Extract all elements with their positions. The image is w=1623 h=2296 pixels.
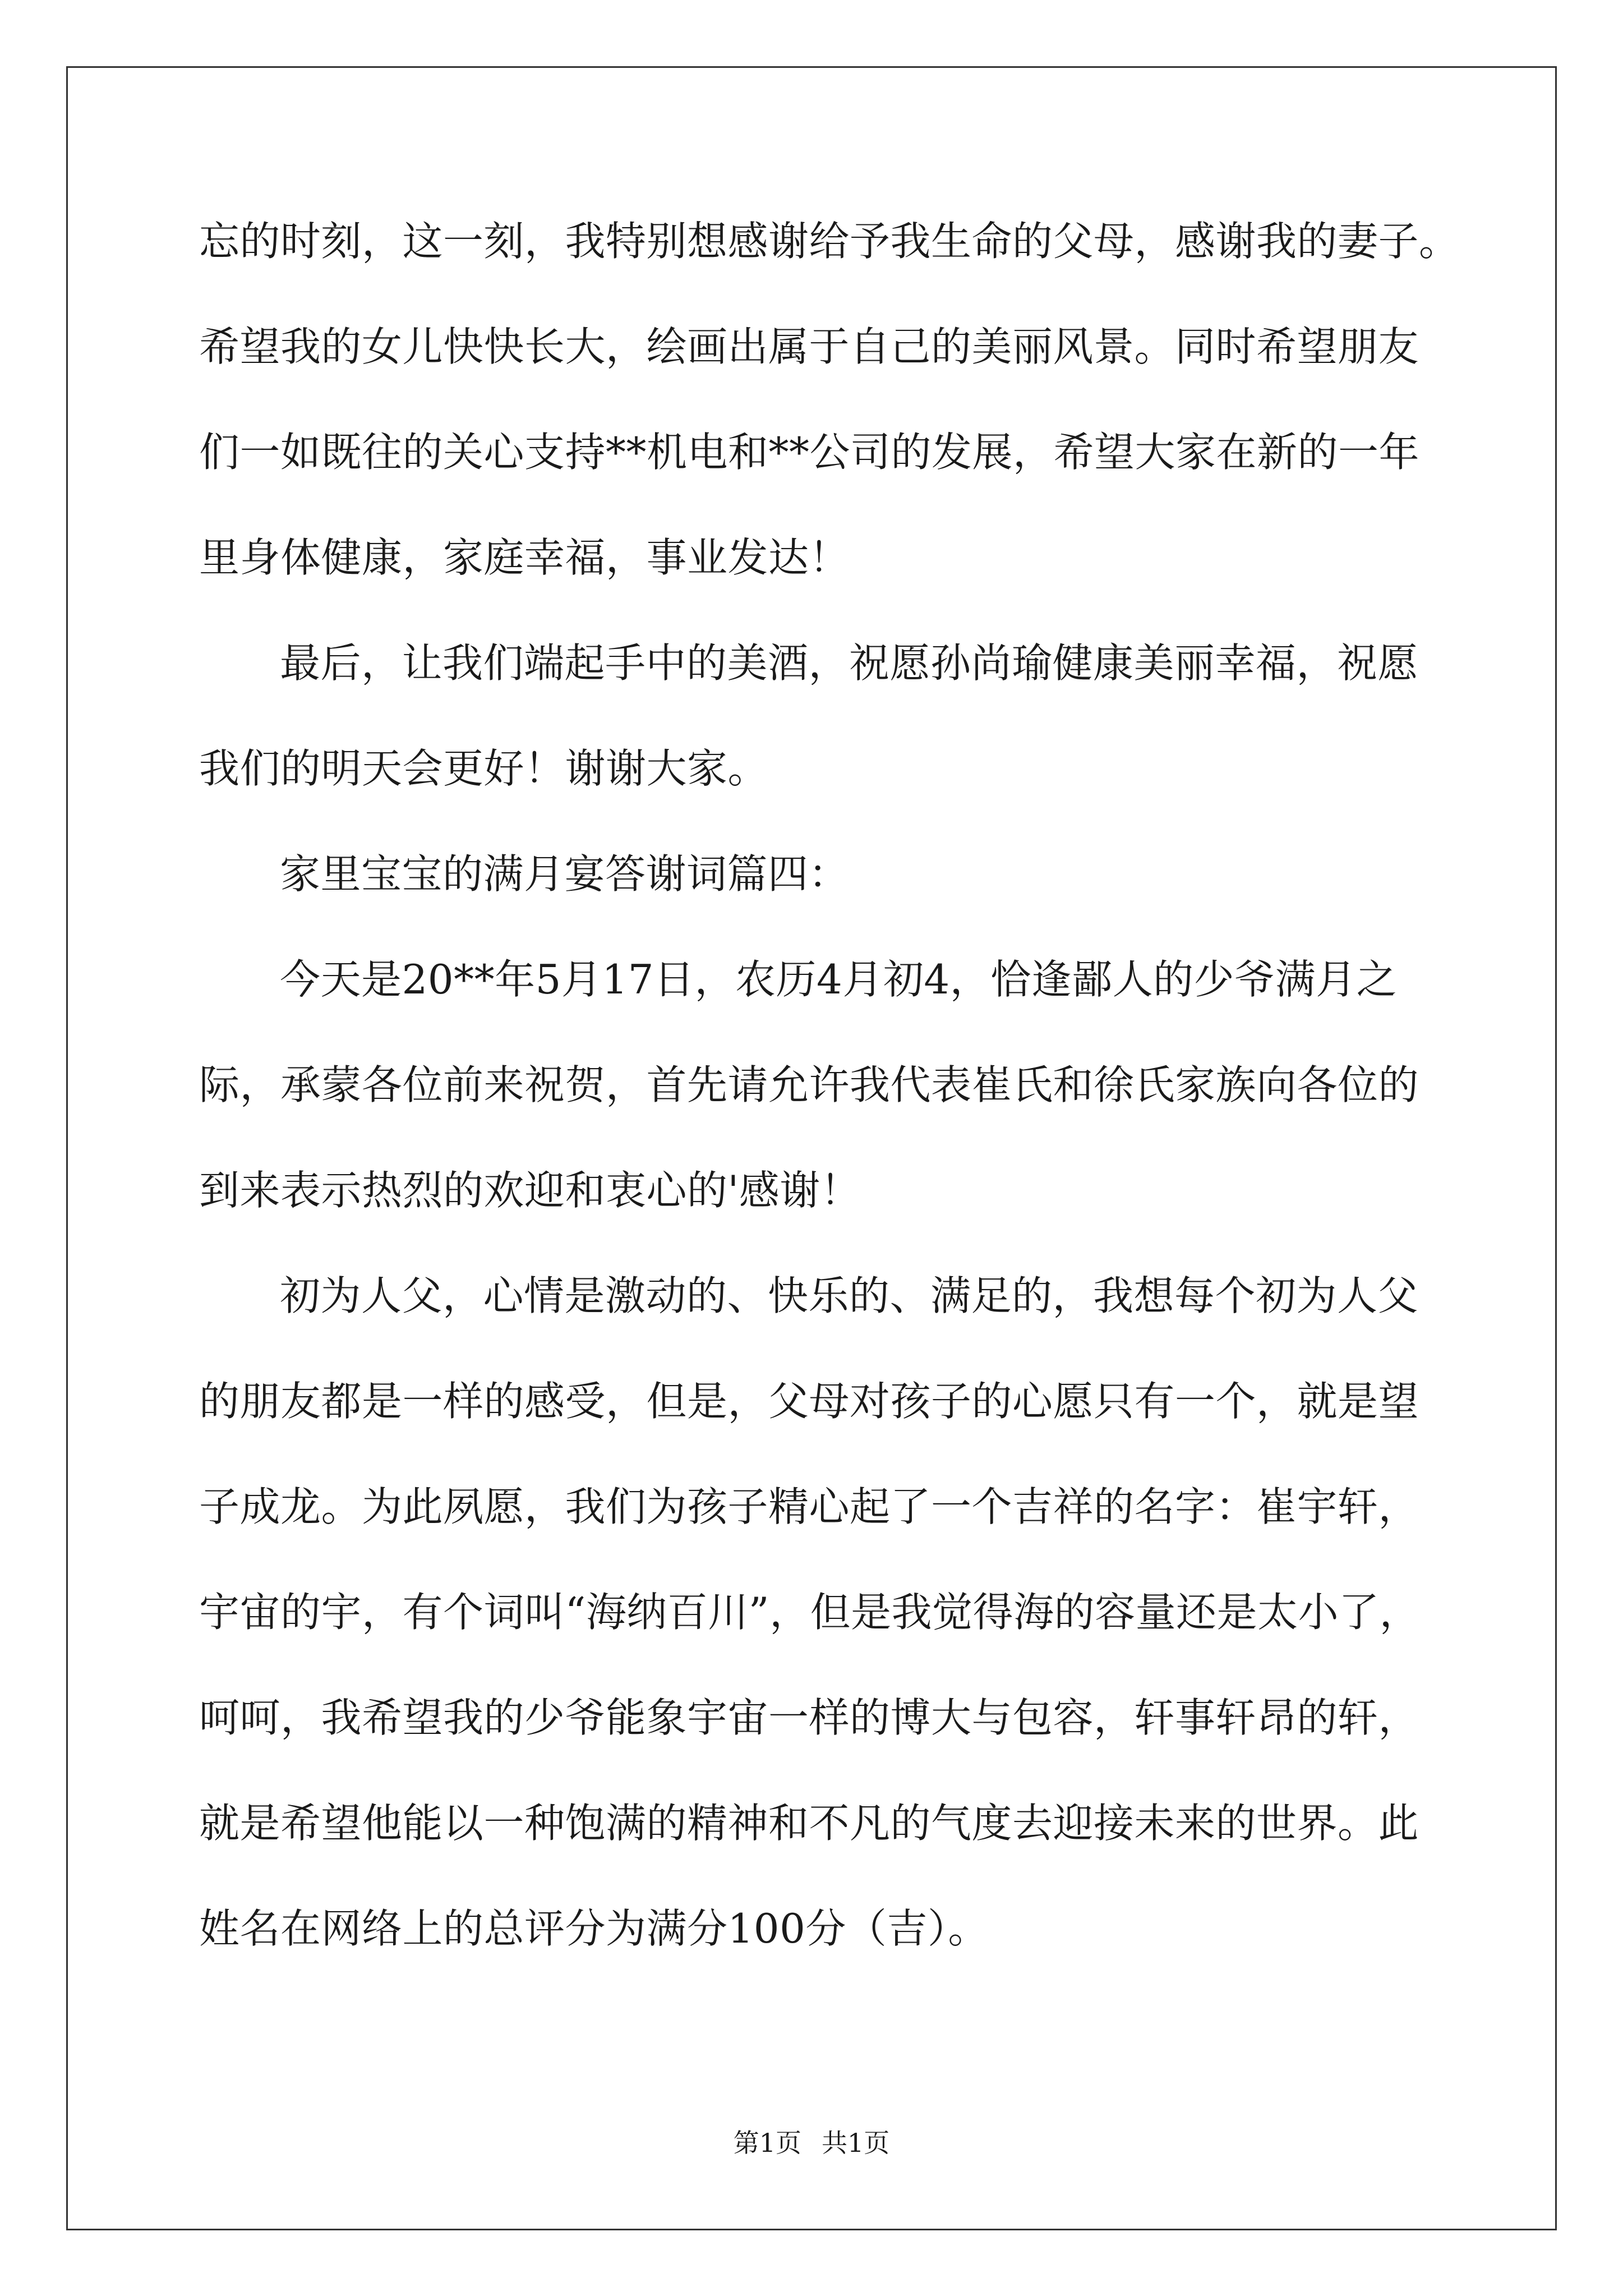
page-footer: [0, 2126, 1623, 2160]
text-line: 际，承蒙各位前来祝贺，首先请允许我代表崔氏和徐氏家族向各位的: [199, 1061, 1419, 1108]
text-line: 忘的时刻，这一刻，我特别想感谢给予我生命的父母，感谢我的妻子。: [199, 218, 1460, 265]
text-line: 里身体健康，家庭幸福，事业发达！: [199, 534, 850, 581]
text-line: 的朋友都是一样的感受，但是，父母对孩子的心愿只有一个，就是望: [199, 1378, 1419, 1425]
page-total: 共1页: [822, 2128, 890, 2158]
text-line: 子成龙。为此夙愿，我们为孩子精心起了一个吉祥的名字：崔宇轩，: [199, 1483, 1419, 1530]
text-line: 今天是20**年5月17日，农历4月初4，恰逢鄙人的少爷满月之: [280, 956, 1398, 1003]
text-line: 到来表示热烈的欢迎和衷心的'感谢！: [199, 1167, 861, 1214]
text-line: 我们的明天会更好！谢谢大家。: [199, 745, 769, 792]
page-number: 第1页: [733, 2128, 801, 2158]
text-line: 最后，让我们端起手中的美酒，祝愿孙尚瑜健康美丽幸福，祝愿: [280, 639, 1419, 687]
text-line: 姓名在网络上的总评分为满分100分（吉）。: [199, 1905, 989, 1952]
text-line: 就是希望他能以一种饱满的精神和不凡的气度去迎接未来的世界。此: [199, 1800, 1419, 1847]
text-line: 希望我的女儿快快长大，绘画出属于自己的美丽风景。同时希望朋友: [199, 323, 1419, 370]
document-body: [199, 208, 1460, 2000]
text-line: 们一如既往的关心支持**机电和**公司的发展，希望大家在新的一年: [199, 429, 1420, 476]
text-line: 呵呵，我希望我的少爷能象宇宙一样的博大与包容，轩事轩昂的轩，: [199, 1694, 1419, 1741]
text-line: 宇宙的宇，有个词叫“海纳百川”，但是我觉得海的容量还是太小了，: [199, 1589, 1421, 1636]
text-line: 初为人父，心情是激动的、快乐的、满足的，我想每个初为人父: [280, 1272, 1419, 1319]
section-heading: 家里宝宝的满月宴答谢词篇四：: [280, 850, 850, 898]
